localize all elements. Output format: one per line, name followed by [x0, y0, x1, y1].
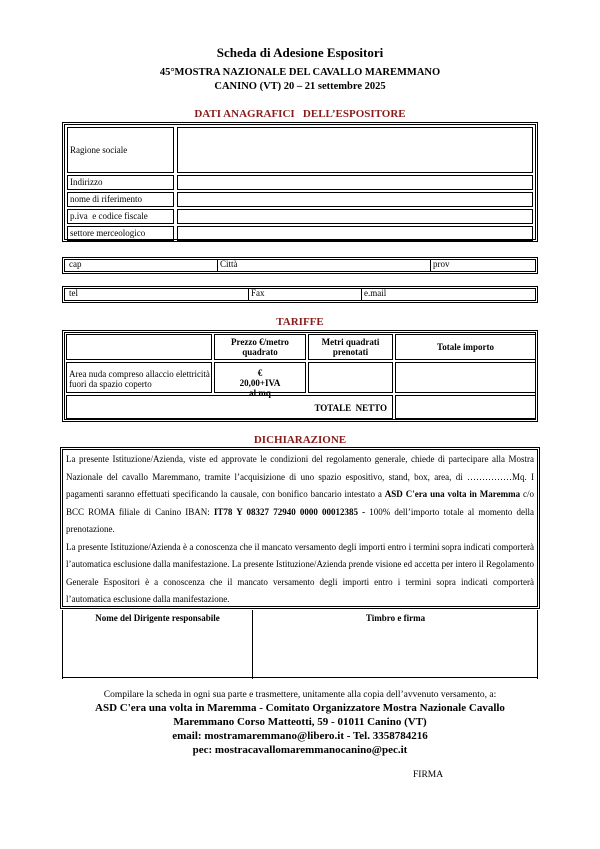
field-settore-label-cell	[67, 226, 174, 241]
totale-netto-input[interactable]	[395, 395, 536, 419]
footer-intro: Compilare la scheda in ogni sua parte e trasmettere, unitamente alla copia dell’avvenuto versamento, a:	[103, 690, 497, 700]
tariffe-table	[62, 330, 538, 422]
field-nome-input[interactable]	[177, 192, 533, 207]
citta-field[interactable]	[218, 260, 431, 271]
email-label: e.mail	[364, 288, 387, 298]
tel-fax-email-row	[62, 286, 538, 303]
iban: IT78 Y 08327 72940 0000 00012385 -	[213, 506, 366, 517]
dichiarazione-text: 100% dell’importo totale al momento della prenotazione.	[66, 506, 534, 534]
tariffe-price: € 20,00+IVA al mq	[214, 362, 306, 393]
tariffe-item-cell	[66, 362, 212, 393]
cap-citta-prov-row	[62, 257, 538, 274]
fax-field[interactable]	[249, 289, 362, 300]
field-indirizzo-input[interactable]	[177, 175, 533, 190]
field-indirizzo-label-cell	[67, 175, 174, 190]
footer-line-1: ASD C'era una volta in Maremma - Comitato Organizzatore Mostra Nazionale Cavallo	[95, 702, 505, 714]
field-label: Ragione sociale	[70, 145, 128, 155]
prov-label: prov	[433, 259, 450, 269]
event-title: 45°MOSTRA NAZIONALE DEL CAVALLO MAREMMANO	[159, 67, 441, 78]
anagrafici-table	[62, 122, 538, 242]
dichiarazione-text: La presente Istituzione/Azienda, viste ed approvate le condizioni del regolamento generale, chiede di partecipare alla Mostra Nazionale del cavallo Maremmano, tramite l’acquisizione di uno spazio espositivo, stand, box, area, di ……………Mq. I pagamenti saranno effettuati specificando la causale, con bonifico bancario intestato a	[66, 454, 534, 499]
tariffe-item: Area nuda compreso allaccio elettricità fuori da spazio coperto	[69, 369, 210, 389]
col-price-header: Prezzo €/metro quadrato	[214, 334, 306, 360]
field-label: p.iva e codice fiscale	[70, 211, 148, 221]
dichiarazione-box	[60, 447, 540, 609]
dirigente-input[interactable]	[63, 625, 252, 677]
fax-label: Fax	[251, 288, 265, 298]
dichiarazione-heading: DICHIARAZIONE	[253, 434, 347, 446]
cap-label: cap	[69, 259, 82, 269]
prov-field[interactable]	[431, 260, 535, 271]
field-piva-input[interactable]	[177, 209, 533, 224]
field-label: Indirizzo	[70, 177, 103, 187]
document-title: Scheda di Adesione Espositori	[216, 45, 384, 60]
firma-label: FIRMA	[413, 770, 444, 780]
footer-line-2: Maremmano Corso Matteotti, 59 - 01011 Canino (VT)	[173, 716, 427, 728]
field-ragione-sociale-label-cell	[67, 127, 174, 173]
dichiarazione-text: c/o BCC ROMA filiale di Canino IBAN:	[66, 489, 534, 517]
col-meters-header: Metri quadrati prenotati	[308, 334, 393, 360]
dirigente-header: Nome del Dirigente responsabile	[95, 613, 220, 623]
col-total-header: Totale importo	[395, 334, 536, 360]
tel-field[interactable]	[66, 289, 249, 300]
dichiarazione-paragraph-2: La presente Istituzione/Azienda è a conoscenza che il mancato versamento degli importi entro i termini sopra indicati comporterà l’automatica esclusione dalla manifestazione. La presente Istituzione/Azienda prende visione ed accetta per intero il Regolamento Generale Espositori è a conoscenza che il mancato versamento degli importi entro i termini sopra indicati comporterà l’automatica esclusione dalla manifestazione.	[66, 541, 534, 604]
beneficiary-name: ASD C'era una volta in Maremma	[384, 489, 521, 499]
email-field[interactable]	[362, 289, 535, 300]
firma-table	[62, 610, 538, 679]
tariffe-meters-input[interactable]	[308, 362, 393, 393]
firma-bottom-line	[62, 677, 538, 678]
tariffe-heading: TARIFFE	[276, 316, 324, 328]
event-date: CANINO (VT) 20 – 21 settembre 2025	[214, 81, 386, 92]
totale-netto-label: TOTALE NETTO	[314, 403, 387, 413]
citta-label: Città	[220, 259, 238, 269]
totale-netto-cell	[66, 395, 393, 419]
tel-label: tel	[69, 288, 78, 298]
timbro-header: Timbro e firma	[365, 613, 426, 623]
field-piva-label-cell	[67, 209, 174, 224]
dichiarazione-paragraph-1	[66, 451, 534, 539]
footer-email[interactable]: email: mostramaremmano@libero.it - Tel. 3358784216	[172, 730, 428, 742]
tariffe-header-empty	[66, 334, 212, 360]
cap-field[interactable]	[66, 260, 218, 271]
anagrafici-heading: DATI ANAGRAFICI DELL’ESPOSITORE	[194, 108, 406, 120]
timbro-input[interactable]	[253, 625, 538, 677]
field-label: settore merceologico	[70, 228, 146, 238]
tariffe-total-input[interactable]	[395, 362, 536, 393]
field-settore-input[interactable]	[177, 226, 533, 241]
footer-pec[interactable]: pec: mostracavallomaremmanocanino@pec.it	[192, 744, 408, 756]
field-ragione-sociale-input[interactable]	[177, 127, 533, 173]
field-label: nome di riferimento	[70, 194, 142, 204]
field-nome-label-cell	[67, 192, 174, 207]
